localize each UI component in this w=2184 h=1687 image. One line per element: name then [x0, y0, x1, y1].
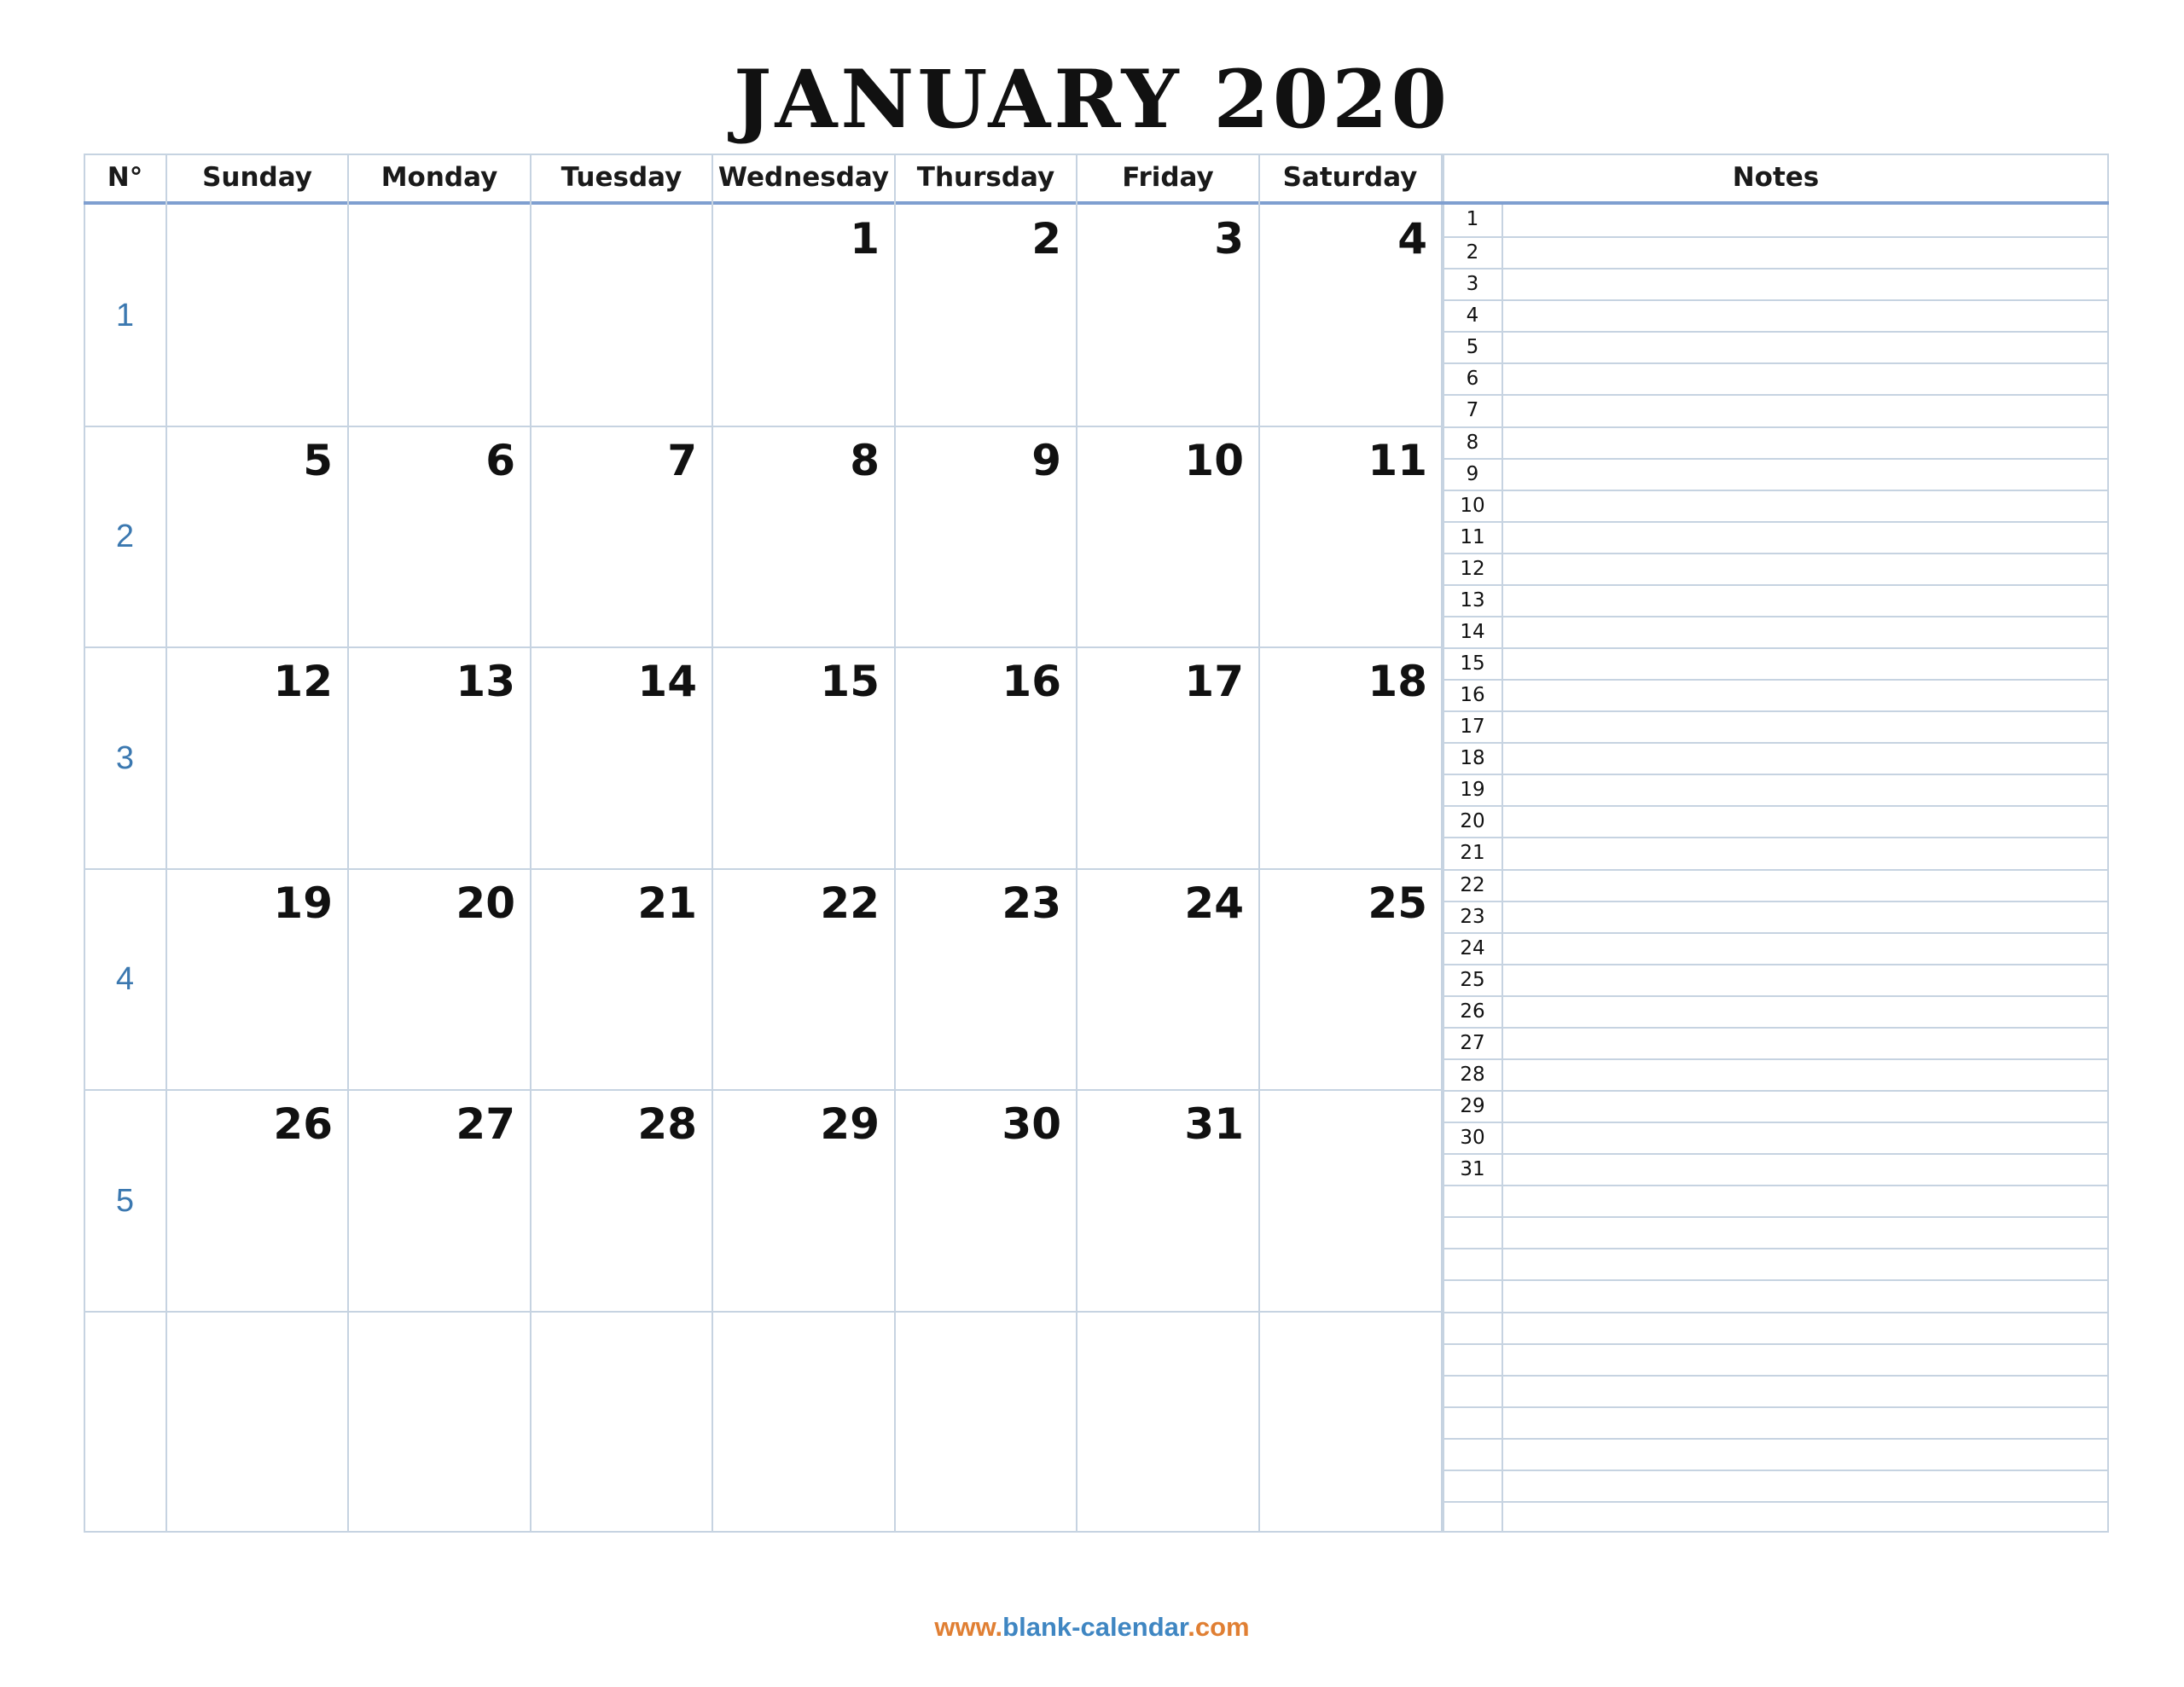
day-number: 21 [637, 878, 697, 928]
header-divider [84, 201, 1443, 205]
note-line[interactable] [1443, 1185, 2109, 1216]
note-line[interactable] [1443, 1122, 2109, 1153]
note-line-number [1443, 1345, 1502, 1375]
day-number [1077, 1320, 1244, 1371]
notes-panel [1443, 154, 2109, 1533]
day-number: 24 [1184, 878, 1244, 928]
note-line-number: 11 [1460, 525, 1485, 548]
note-line[interactable] [1443, 268, 2109, 299]
note-line[interactable] [1443, 1470, 2109, 1501]
week-number: 3 [115, 740, 135, 776]
note-line-number: 30 [1460, 1127, 1485, 1150]
header-monday: Monday [380, 162, 498, 193]
note-line[interactable] [1443, 869, 2109, 901]
day-number: 31 [1184, 1099, 1244, 1149]
note-line-number [1443, 1377, 1502, 1406]
day-number: 2 [1031, 214, 1061, 264]
week-row-line [84, 646, 1443, 648]
week-number: 2 [115, 519, 135, 554]
note-line[interactable] [1443, 742, 2109, 774]
day-number: 5 [303, 436, 333, 485]
header-week-number: N° [107, 162, 143, 193]
day-number: 25 [1368, 878, 1427, 928]
day-number: 30 [1002, 1099, 1061, 1149]
note-line[interactable] [1443, 1216, 2109, 1248]
note-line[interactable] [1443, 1027, 2109, 1058]
week-number: 5 [115, 1183, 135, 1219]
note-line-number: 31 [1460, 1158, 1485, 1181]
day-number: 12 [273, 657, 333, 706]
note-line-number: 27 [1460, 1031, 1485, 1054]
note-line-number: 16 [1460, 684, 1485, 707]
header-friday: Friday [1122, 162, 1214, 193]
note-line-number: 28 [1460, 1063, 1485, 1086]
day-number: 7 [667, 436, 697, 485]
day-number: 17 [1184, 657, 1244, 706]
note-line-number [1443, 1313, 1502, 1343]
note-line-number: 18 [1460, 747, 1485, 770]
note-line[interactable] [1443, 1279, 2109, 1311]
note-line-number: 14 [1460, 620, 1485, 643]
note-line-number: 21 [1460, 842, 1485, 865]
footer-tld: .com [1188, 1612, 1250, 1642]
note-line[interactable] [1443, 1248, 2109, 1279]
note-line[interactable] [1443, 426, 2109, 458]
week-number [84, 1400, 166, 1443]
day-number [1259, 1099, 1427, 1150]
note-line-number: 12 [1460, 557, 1485, 580]
note-line-number: 10 [1460, 494, 1485, 517]
note-line[interactable] [1443, 521, 2109, 553]
note-line-number: 1 [1466, 208, 1479, 230]
day-number: 6 [485, 436, 515, 485]
note-line[interactable] [1443, 1406, 2109, 1438]
note-line-number [1443, 1440, 1502, 1470]
day-number: 29 [820, 1099, 880, 1149]
day-number: 26 [273, 1099, 333, 1149]
note-line-number: 20 [1460, 810, 1485, 833]
note-line[interactable] [1443, 995, 2109, 1027]
note-line-number: 19 [1460, 779, 1485, 802]
note-line-number: 26 [1460, 1000, 1485, 1023]
day-number [166, 1320, 333, 1371]
note-line[interactable] [1443, 679, 2109, 710]
header-tuesday: Tuesday [561, 162, 682, 193]
footer-domain: blank-calendar [1002, 1612, 1188, 1642]
week-row-line [84, 1089, 1443, 1091]
day-number: 9 [1031, 436, 1061, 485]
day-number: 13 [456, 657, 515, 706]
note-line-number [1443, 1281, 1502, 1311]
day-number: 14 [637, 657, 697, 706]
note-line-number [1443, 1218, 1502, 1248]
day-number: 23 [1002, 878, 1061, 928]
note-line-number [1443, 1503, 1502, 1533]
day-number: 18 [1368, 657, 1427, 706]
header-sunday: Sunday [202, 162, 312, 193]
note-line[interactable] [1443, 1375, 2109, 1406]
day-number: 22 [820, 878, 880, 928]
day-number: 28 [637, 1099, 697, 1149]
note-line-number: 29 [1460, 1095, 1485, 1117]
note-line[interactable] [1443, 1090, 2109, 1122]
day-number: 15 [820, 657, 880, 706]
note-line-number [1443, 1186, 1502, 1216]
note-line[interactable] [1443, 1501, 2109, 1533]
note-line-number: 2 [1466, 241, 1479, 264]
note-line-number: 8 [1466, 431, 1479, 454]
note-line[interactable] [1443, 710, 2109, 742]
note-line[interactable] [1443, 774, 2109, 805]
week-row-line [84, 868, 1443, 870]
note-line[interactable] [1443, 1438, 2109, 1470]
note-line[interactable] [1443, 1312, 2109, 1343]
footer-website[interactable] [0, 1612, 2184, 1643]
note-line-number: 22 [1460, 873, 1485, 896]
day-number: 4 [1397, 214, 1427, 264]
note-line-number [1443, 1471, 1502, 1501]
day-number [895, 1320, 1061, 1371]
day-number [531, 1320, 697, 1371]
week-number: 1 [115, 298, 135, 333]
day-number: 10 [1184, 436, 1244, 485]
note-line-number: 15 [1460, 652, 1485, 675]
note-line[interactable] [1443, 205, 2109, 236]
day-number: 16 [1002, 657, 1061, 706]
note-line-number [1443, 1249, 1502, 1279]
note-line[interactable] [1443, 647, 2109, 679]
week-number: 4 [115, 961, 135, 997]
day-number [1259, 1320, 1427, 1371]
note-line[interactable] [1443, 362, 2109, 394]
day-number: 11 [1368, 436, 1427, 485]
note-line-number: 25 [1460, 968, 1485, 991]
note-line-number: 17 [1460, 716, 1485, 739]
week-row-line [84, 1311, 1443, 1313]
note-line-number: 13 [1460, 588, 1485, 612]
header-thursday: Thursday [916, 162, 1055, 193]
note-line[interactable] [1443, 331, 2109, 362]
header-saturday: Saturday [1282, 162, 1418, 193]
note-line[interactable] [1443, 932, 2109, 964]
note-line[interactable] [1443, 837, 2109, 868]
day-number [348, 1320, 515, 1371]
note-line[interactable] [1443, 1343, 2109, 1375]
note-line[interactable] [1443, 1153, 2109, 1185]
day-number: 27 [456, 1099, 515, 1149]
note-line[interactable] [1443, 394, 2109, 426]
week-row-line [84, 426, 1443, 427]
footer-www: www. [934, 1612, 1003, 1642]
note-line-number: 9 [1466, 462, 1479, 485]
note-line[interactable] [1443, 616, 2109, 647]
day-number [166, 213, 333, 264]
day-number [531, 213, 697, 264]
page-title: JANUARY 2020 [733, 53, 1451, 147]
note-line[interactable] [1443, 553, 2109, 584]
day-number: 20 [456, 878, 515, 928]
note-line-number [1443, 1408, 1502, 1438]
header-notes: Notes [1732, 162, 1820, 193]
day-number: 3 [1214, 214, 1244, 264]
note-line[interactable] [1443, 299, 2109, 331]
day-number [712, 1320, 880, 1371]
note-line[interactable] [1443, 964, 2109, 995]
day-number: 1 [850, 214, 880, 264]
day-number: 19 [273, 878, 333, 928]
note-line[interactable] [1443, 805, 2109, 837]
note-line-number: 3 [1466, 273, 1479, 296]
calendar-grid [84, 154, 1443, 1533]
note-line[interactable] [1443, 584, 2109, 616]
note-line-number: 7 [1466, 399, 1479, 422]
note-line[interactable] [1443, 236, 2109, 268]
day-number: 8 [850, 436, 880, 485]
note-line-number: 23 [1460, 905, 1485, 928]
note-line[interactable] [1443, 901, 2109, 932]
header-wednesday: Wednesday [717, 162, 890, 193]
note-line[interactable] [1443, 458, 2109, 490]
day-number [348, 213, 515, 264]
note-line-number: 6 [1466, 368, 1479, 391]
note-line[interactable] [1443, 1058, 2109, 1090]
note-line-number: 4 [1466, 304, 1479, 328]
note-line[interactable] [1443, 490, 2109, 521]
note-line-number: 5 [1466, 336, 1479, 359]
note-line-number: 24 [1460, 936, 1485, 959]
